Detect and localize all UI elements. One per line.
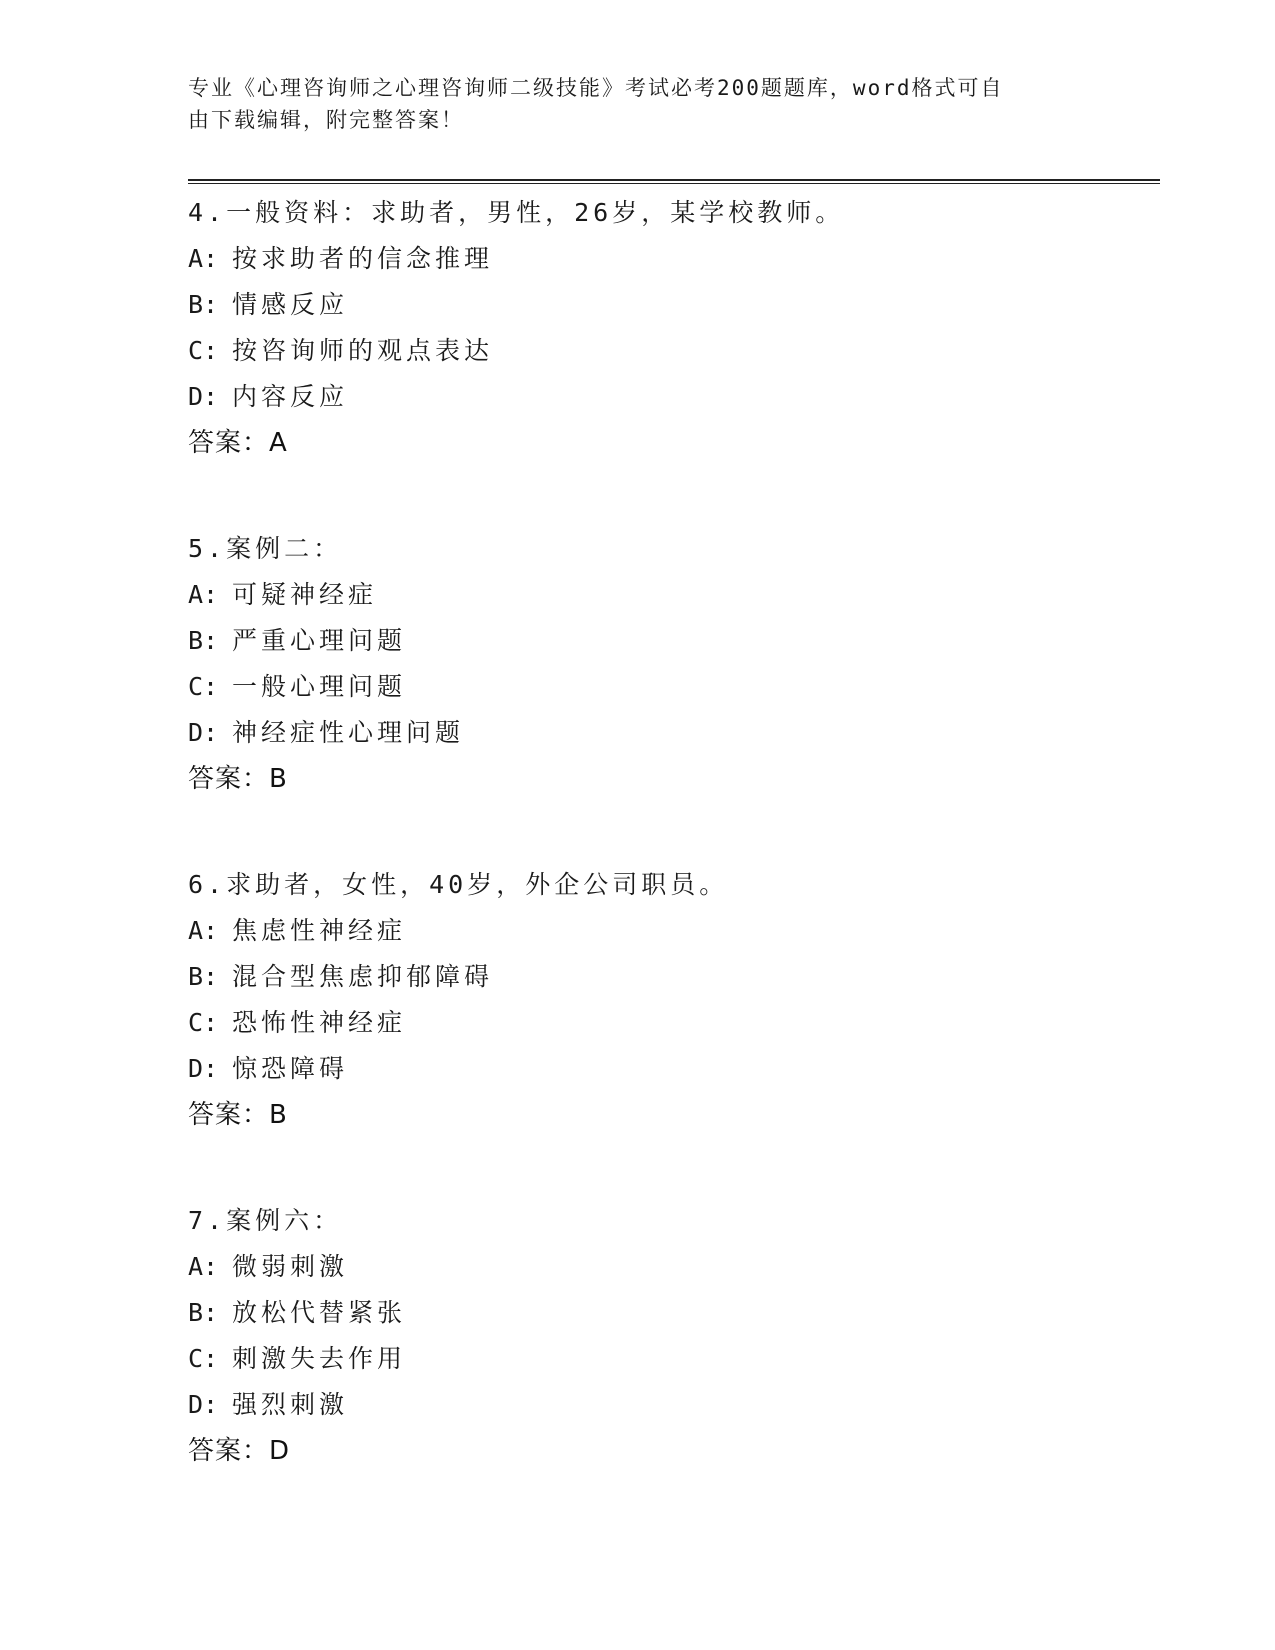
- option-letter: C:: [188, 672, 219, 701]
- option-c: [188, 1000, 1148, 1046]
- option-b: [188, 954, 1148, 1000]
- option-text: 按咨询师的观点表达: [232, 336, 494, 365]
- option-c: [188, 1336, 1148, 1382]
- option-a: [188, 908, 1148, 954]
- option-b: [188, 1290, 1148, 1336]
- question-7: [188, 1198, 1148, 1474]
- question-stem: 4.一般资料：求助者，男性，26岁，某学校教师。: [188, 198, 845, 227]
- option-text: 可疑神经症: [232, 580, 378, 609]
- option-text: 惊恐障碍: [232, 1054, 349, 1083]
- option-text: 神经症性心理问题: [232, 718, 465, 747]
- question-6: [188, 862, 1148, 1138]
- option-letter: C:: [188, 1344, 219, 1373]
- option-letter: D:: [188, 718, 219, 747]
- option-text: 恐怖性神经症: [232, 1008, 407, 1037]
- option-text: 一般心理问题: [232, 672, 407, 701]
- document-header: [188, 72, 1068, 136]
- option-letter: C:: [188, 1008, 219, 1037]
- option-letter: A:: [188, 580, 219, 609]
- option-letter: B:: [188, 626, 219, 655]
- header-divider-thick: [188, 179, 1160, 181]
- answer-line: 答案：B: [188, 764, 288, 794]
- option-text: 放松代替紧张: [232, 1298, 407, 1327]
- answer-line: 答案：A: [188, 428, 288, 458]
- option-text: 情感反应: [232, 290, 349, 319]
- option-letter: B:: [188, 962, 219, 991]
- option-a: [188, 572, 1148, 618]
- option-text: 严重心理问题: [232, 626, 407, 655]
- option-b: [188, 282, 1148, 328]
- question-stem: 7.案例六：: [188, 1206, 343, 1235]
- option-text: 按求助者的信念推理: [232, 244, 494, 273]
- answer-line: 答案：B: [188, 1100, 288, 1130]
- question-4: [188, 190, 1148, 466]
- option-text: 混合型焦虑抑郁障碍: [232, 962, 494, 991]
- question-stem: 5.案例二：: [188, 534, 343, 563]
- option-c: [188, 328, 1148, 374]
- option-text: 刺激失去作用: [232, 1344, 407, 1373]
- header-line-1: 专业《心理咨询师之心理咨询师二级技能》考试必考200题题库，word格式可自: [188, 76, 1004, 100]
- header-divider-thin: [188, 183, 1160, 184]
- option-letter: A:: [188, 1252, 219, 1281]
- question-list: [188, 190, 1148, 1534]
- option-text: 微弱刺激: [232, 1252, 349, 1281]
- option-d: [188, 710, 1148, 756]
- option-letter: B:: [188, 290, 219, 319]
- option-letter: D:: [188, 1054, 219, 1083]
- header-line-2: 由下载编辑，附完整答案！: [188, 108, 464, 132]
- option-d: [188, 1382, 1148, 1428]
- option-b: [188, 618, 1148, 664]
- option-a: [188, 1244, 1148, 1290]
- option-letter: C:: [188, 336, 219, 365]
- option-d: [188, 374, 1148, 420]
- question-5: [188, 526, 1148, 802]
- option-letter: D:: [188, 1390, 219, 1419]
- question-stem: 6.求助者，女性，40岁，外企公司职员。: [188, 870, 729, 899]
- option-c: [188, 664, 1148, 710]
- answer-line: 答案：D: [188, 1436, 291, 1466]
- option-text: 焦虑性神经症: [232, 916, 407, 945]
- option-text: 内容反应: [232, 382, 349, 411]
- option-letter: B:: [188, 1298, 219, 1327]
- option-text: 强烈刺激: [232, 1390, 349, 1419]
- option-letter: A:: [188, 244, 219, 273]
- option-a: [188, 236, 1148, 282]
- option-d: [188, 1046, 1148, 1092]
- option-letter: D:: [188, 382, 219, 411]
- option-letter: A:: [188, 916, 219, 945]
